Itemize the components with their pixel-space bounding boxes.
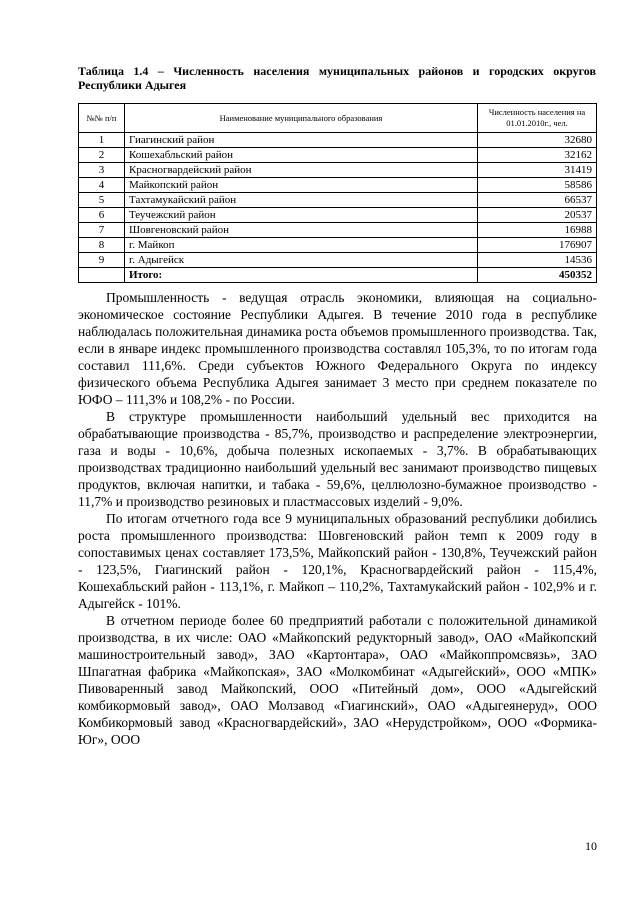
row-value: 32162 xyxy=(478,148,597,163)
row-num: 5 xyxy=(79,193,125,208)
total-value: 450352 xyxy=(478,268,597,283)
table-row xyxy=(79,223,597,238)
row-name: Майкопский район xyxy=(125,178,478,193)
row-name: Теучежский район xyxy=(125,208,478,223)
total-num-cell xyxy=(79,268,125,283)
row-value: 32680 xyxy=(478,133,597,148)
table-row xyxy=(79,253,597,268)
row-num: 2 xyxy=(79,148,125,163)
table-row xyxy=(79,148,597,163)
row-value: 66537 xyxy=(478,193,597,208)
table-header-row xyxy=(79,104,597,133)
population-table xyxy=(78,103,597,283)
paragraph-industry-structure: В структуре промышленности наибольший удельный вес приходится на обрабатывающие производства - 85,7%, производство и распределение электроэнергии, газа и воды - 10,6%, добыча полезных ископаемых - 3,7%. В обрабатывающих производствах традиционно наибольший удельный вес занимают производство пищевых продуктов, включая напитки, и табака - 59,6%, целлюлозно-бумажное производство - 11,7% и производство резиновых и пластмассовых изделий - 9,0%. xyxy=(78,409,597,509)
paragraph-enterprises: В отчетном периоде более 60 предприятий работали с положительной динамикой производства, в их числе: ОАО «Майкопский редукторный завод», ОАО «Майкопский машиностроительный завод», ЗАО «Картонтара», ОАО «Майкоппромсвязь», ЗАО Шпагатная фабрика «Майкопская», ЗАО «Молкомбинат «Адыгейский», ООО «МПК» Пивоваренный завод Майкопский, ООО «Питейный дом», ООО «Адыгейский комбикормовый завод», ОАО Молзавод «Гиагинский», ОАО «Адыгеянеруд», ООО Комбикормовый завод «Красногвардейский», ЗАО «Нерудстройком», ООО «Формика-Юг», ООО xyxy=(78,613,597,747)
table-row xyxy=(79,133,597,148)
row-value: 176907 xyxy=(478,238,597,253)
total-label: Итого: xyxy=(125,268,478,283)
table-row xyxy=(79,193,597,208)
header-num: №№ п/п xyxy=(79,104,125,133)
row-value: 14536 xyxy=(478,253,597,268)
row-num: 1 xyxy=(79,133,125,148)
row-num: 4 xyxy=(79,178,125,193)
row-num: 8 xyxy=(79,238,125,253)
paragraph-municipal-growth: По итогам отчетного года все 9 муниципальных образований республики добились роста промышленного производства: Шовгеновский район темп к 2009 году в сопоставимых ценах составляет 173,5%, Майкопский район - 130,8%, Теучежский район - 123,5%, Гиагинский район - 120,1%, Красногвардейский район - 115,4%, Кошехабльский район - 113,1%, г. Майкоп – 110,2%, Тахтамукайский район - 102,9% и г. Адыгейск - 101%. xyxy=(78,511,597,611)
page-number: 10 xyxy=(585,839,597,853)
row-name: Гиагинский район xyxy=(125,133,478,148)
header-name: Наименование муниципального образования xyxy=(125,104,478,133)
row-name: Кошехабльский район xyxy=(125,148,478,163)
row-value: 58586 xyxy=(478,178,597,193)
row-name: Тахтамукайский район xyxy=(125,193,478,208)
table-row xyxy=(79,238,597,253)
paragraph-industry-overview: Промышленность - ведущая отрасль экономики, влияющая на социально-экономическое состояние Республики Адыгея. В течение 2010 года в республике наблюдалась положительная динамика роста объемов промышленного производства. Так, если в январе индекс промышленного производства составлял 105,3%, то по итогам года составил 111,6%. Среди субъектов Южного Федерального Округа по индексу физического объема Республика Адыгея занимает 3 место при среднем показателе по ЮФО – 111,3% и 108,2% - по России. xyxy=(78,290,597,407)
row-name: г. Адыгейск xyxy=(125,253,478,268)
table-row xyxy=(79,163,597,178)
row-num: 6 xyxy=(79,208,125,223)
row-name: Красногвардейский район xyxy=(125,163,478,178)
row-name: г. Майкоп xyxy=(125,238,478,253)
header-population: Численность населения на 01.01.2010г., чел. xyxy=(478,104,597,133)
row-value: 20537 xyxy=(478,208,597,223)
table-total-row xyxy=(79,268,597,283)
table-caption: Таблица 1.4 – Численность населения муниципальных районов и городских округов Республики Адыгея xyxy=(78,64,596,92)
table-row xyxy=(79,178,597,193)
row-name: Шовгеновский район xyxy=(125,223,478,238)
row-num: 7 xyxy=(79,223,125,238)
row-num: 3 xyxy=(79,163,125,178)
row-value: 31419 xyxy=(478,163,597,178)
row-value: 16988 xyxy=(478,223,597,238)
body-text xyxy=(78,289,597,748)
row-num: 9 xyxy=(79,253,125,268)
table-row xyxy=(79,208,597,223)
